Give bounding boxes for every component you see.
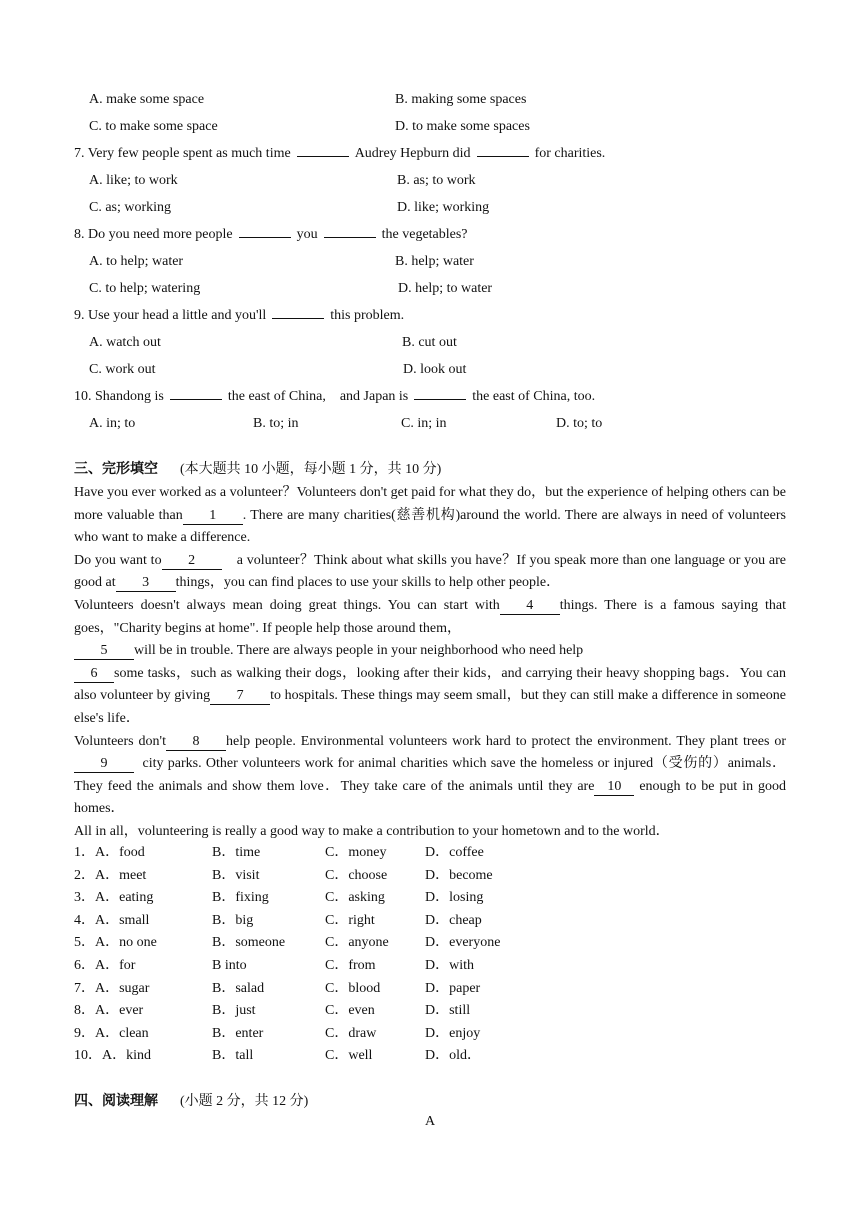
choice-option: B．tall bbox=[212, 1048, 254, 1064]
choice-option: 4．A．small bbox=[74, 912, 150, 928]
choice-option: 8．A．ever bbox=[74, 1003, 144, 1019]
choice-option: C．from bbox=[325, 957, 376, 973]
q10-stem bbox=[74, 383, 794, 410]
choice-option: C．right bbox=[325, 912, 375, 928]
q6-option-a: A. make some space bbox=[89, 92, 205, 107]
q8-option-d: D. help; to water bbox=[398, 281, 493, 296]
answer-blank bbox=[297, 143, 349, 157]
q8-stem-part: 8. Do you need more people bbox=[74, 227, 233, 242]
cloze-blank-9: 9 bbox=[74, 756, 134, 773]
choice-row-8 bbox=[74, 1000, 786, 1023]
choice-row-5 bbox=[74, 932, 786, 955]
q7-option-a: A. like; to work bbox=[89, 173, 178, 188]
choice-row-6 bbox=[74, 955, 786, 978]
q10-stem-part: the east of China, and Japan is bbox=[227, 389, 409, 404]
q8-option-b: B. help; water bbox=[395, 254, 474, 269]
q7-options-row-2 bbox=[74, 194, 794, 221]
choice-row-4 bbox=[74, 910, 786, 933]
cloze-text: things，you can find places to use your skills to help other people． bbox=[175, 575, 561, 591]
choice-option: 1．A．food bbox=[74, 845, 145, 860]
q10-option-d: D. to; to bbox=[556, 416, 603, 431]
q7-option-c: C. as; working bbox=[89, 200, 172, 215]
cloze-text: a volunteer？Think about what skills you have？If you speak more than one language or you are good at bbox=[74, 552, 787, 591]
q6-options-row-1 bbox=[74, 86, 794, 113]
choice-option: D．with bbox=[425, 957, 474, 973]
cloze-blank-2: 2 bbox=[162, 553, 222, 570]
q8-options-row-2 bbox=[74, 275, 794, 302]
choice-option: D．losing bbox=[425, 890, 484, 906]
q9-options-row-1 bbox=[74, 329, 794, 356]
choice-option: C．money bbox=[325, 845, 387, 860]
choice-row-2 bbox=[74, 865, 786, 888]
cloze-text: Volunteers don't bbox=[74, 733, 166, 749]
cloze-text: Have you ever worked as a volunteer？Volunteers don't get paid for what they do，but the experience of helping others can be more valuable than bbox=[74, 485, 786, 523]
choice-option: 2．A．meet bbox=[74, 867, 147, 883]
q6-option-b: B. making some spaces bbox=[395, 92, 527, 107]
answer-blank bbox=[272, 305, 324, 319]
section-4-note: (小题 2 分，共 12 分) bbox=[180, 1094, 309, 1109]
choice-option: D．become bbox=[425, 867, 493, 883]
q8-options-row-1 bbox=[74, 248, 794, 275]
cloze-text: things. There is a famous saying that goes，"Charity begins at home". If people help those around them， bbox=[74, 597, 786, 636]
multiple-choice-section bbox=[74, 86, 794, 437]
cloze-text: city parks. Other volunteers work for animal charities which save the homeless or injured（受伤的）animals．They feed the animals and show them love．They take care of the animals until they are bbox=[74, 756, 786, 794]
answer-blank bbox=[170, 386, 222, 400]
cloze-blank-7: 7 bbox=[210, 688, 270, 705]
cloze-blank-8: 8 bbox=[166, 734, 226, 751]
q6-options-row-2 bbox=[74, 113, 794, 140]
choice-option: B．fixing bbox=[212, 890, 269, 906]
q9-stem-part: 9. Use your head a little and you'll bbox=[74, 308, 267, 323]
q8-stem bbox=[74, 221, 794, 248]
choice-option: B．enter bbox=[212, 1025, 264, 1041]
q7-stem-part: for charities. bbox=[534, 146, 606, 161]
q9-option-d: D. look out bbox=[403, 362, 467, 377]
choice-row-3 bbox=[74, 887, 786, 910]
q7-option-b: B. as; to work bbox=[397, 173, 476, 188]
q8-stem-part: you bbox=[296, 227, 318, 242]
q6-option-d: D. to make some spaces bbox=[395, 119, 530, 134]
cloze-passage bbox=[74, 482, 786, 844]
cloze-text: enough to be put in good homes． bbox=[74, 778, 786, 817]
choice-option: B into bbox=[212, 957, 247, 973]
cloze-blank-5: 5 bbox=[74, 643, 134, 660]
choice-option: 9．A．clean bbox=[74, 1025, 149, 1041]
cloze-paragraph-1 bbox=[74, 482, 786, 550]
q9-options-row-2 bbox=[74, 356, 794, 383]
cloze-paragraph-7: All in all，volunteering is really a good way to make a contribution to your hometown and to the world． bbox=[74, 823, 670, 839]
choice-option: B．just bbox=[212, 1003, 256, 1019]
choice-option: 6．A．for bbox=[74, 957, 136, 973]
cloze-text: help people. Environmental volunteers work hard to protect the environment. They plant trees or bbox=[225, 733, 786, 749]
choice-option: D．everyone bbox=[425, 935, 501, 951]
q9-option-b: B. cut out bbox=[402, 335, 457, 350]
cloze-text: Do you want to bbox=[74, 552, 162, 568]
cloze-text: . There are many charities(慈善机构)around the world. There are always in need of volunteers who want to make a difference. bbox=[74, 507, 786, 546]
choice-option: B．time bbox=[212, 845, 261, 860]
q9-option-c: C. work out bbox=[89, 362, 156, 377]
q10-option-b: B. to; in bbox=[253, 416, 299, 431]
q6-option-c: C. to make some space bbox=[89, 119, 218, 134]
q7-stem-part: Audrey Hepburn did bbox=[354, 146, 471, 161]
q10-option-c: C. in; in bbox=[401, 416, 447, 431]
cloze-paragraph-3 bbox=[74, 595, 786, 640]
q7-option-d: D. like; working bbox=[397, 200, 490, 215]
section-4-heading bbox=[74, 1090, 308, 1110]
choice-option: C．even bbox=[325, 1003, 375, 1019]
choice-option: 3．A．eating bbox=[74, 890, 154, 906]
choice-option: C．well bbox=[325, 1048, 373, 1064]
choice-option: D．enjoy bbox=[425, 1025, 481, 1041]
q10-option-a: A. in; to bbox=[89, 416, 136, 431]
choice-option: C．anyone bbox=[325, 935, 389, 951]
answer-blank bbox=[414, 386, 466, 400]
choice-option: D．still bbox=[425, 1003, 471, 1019]
answer-blank bbox=[239, 224, 291, 238]
q8-stem-part: the vegetables? bbox=[381, 227, 468, 242]
cloze-blank-4: 4 bbox=[500, 598, 560, 615]
choice-option: 10．A．kind bbox=[74, 1048, 151, 1064]
cloze-paragraph-6 bbox=[74, 731, 786, 821]
section-3-heading bbox=[74, 458, 441, 478]
cloze-blank-10: 10 bbox=[594, 779, 634, 796]
section-4-title: 四、阅读理解 bbox=[74, 1094, 158, 1109]
cloze-text: will be in trouble. There are always people in your neighborhood who need help bbox=[134, 643, 584, 659]
cloze-paragraph-4 bbox=[74, 640, 786, 663]
cloze-text: to hospitals. These things may seem small，but they can still make a difference in someone else's life． bbox=[74, 688, 786, 726]
section-3-note: (本大题共 10 小题，每小题 1 分，共 10 分) bbox=[180, 462, 442, 477]
choice-option: 5．A．no one bbox=[74, 935, 157, 951]
choice-row-1 bbox=[74, 842, 786, 865]
passage-label: A bbox=[424, 1114, 436, 1129]
section-3-title: 三、完形填空 bbox=[74, 462, 158, 477]
cloze-text: Volunteers doesn't always mean doing great things. You can start with bbox=[74, 597, 500, 613]
choice-option: C．choose bbox=[325, 867, 388, 883]
q10-stem-part: the east of China, too. bbox=[472, 389, 596, 404]
choice-row-9 bbox=[74, 1023, 786, 1046]
q10-stem-part: 10. Shandong is bbox=[74, 389, 164, 404]
cloze-blank-3: 3 bbox=[116, 575, 176, 592]
cloze-paragraph-5 bbox=[74, 663, 786, 731]
choice-option: D．old． bbox=[425, 1048, 481, 1064]
q9-stem bbox=[74, 302, 794, 329]
choice-option: C．asking bbox=[325, 890, 385, 906]
q7-stem-part: 7. Very few people spent as much time bbox=[74, 146, 291, 161]
q8-option-c: C. to help; watering bbox=[89, 281, 201, 296]
choice-option: B．someone bbox=[212, 935, 286, 951]
choice-row-10 bbox=[74, 1045, 786, 1068]
answer-blank bbox=[324, 224, 376, 238]
q9-option-a: A. watch out bbox=[89, 335, 161, 350]
cloze-choices bbox=[74, 842, 786, 1068]
q7-stem bbox=[74, 140, 794, 167]
q8-option-a: A. to help; water bbox=[89, 254, 184, 269]
answer-blank bbox=[477, 143, 529, 157]
cloze-paragraph-2 bbox=[74, 550, 786, 595]
choice-row-7 bbox=[74, 978, 786, 1001]
cloze-blank-6: 6 bbox=[74, 666, 114, 683]
choice-option: 7．A．sugar bbox=[74, 980, 150, 996]
choice-option: D．coffee bbox=[425, 845, 484, 860]
choice-option: B．big bbox=[212, 912, 254, 928]
choice-option: D．paper bbox=[425, 980, 481, 996]
choice-option: C．blood bbox=[325, 980, 381, 996]
choice-option: D．cheap bbox=[425, 912, 482, 928]
choice-option: C．draw bbox=[325, 1025, 377, 1041]
q7-options-row-1 bbox=[74, 167, 794, 194]
q10-options-row bbox=[74, 410, 794, 437]
choice-option: B．salad bbox=[212, 980, 265, 996]
cloze-text: some tasks，such as walking their dogs，looking after their kids，and carrying their heavy shopping bags．You can also volunteer by giving bbox=[74, 665, 786, 704]
choice-option: B．visit bbox=[212, 867, 260, 883]
cloze-blank-1: 1 bbox=[183, 508, 243, 525]
q9-stem-part: this problem. bbox=[330, 308, 405, 323]
